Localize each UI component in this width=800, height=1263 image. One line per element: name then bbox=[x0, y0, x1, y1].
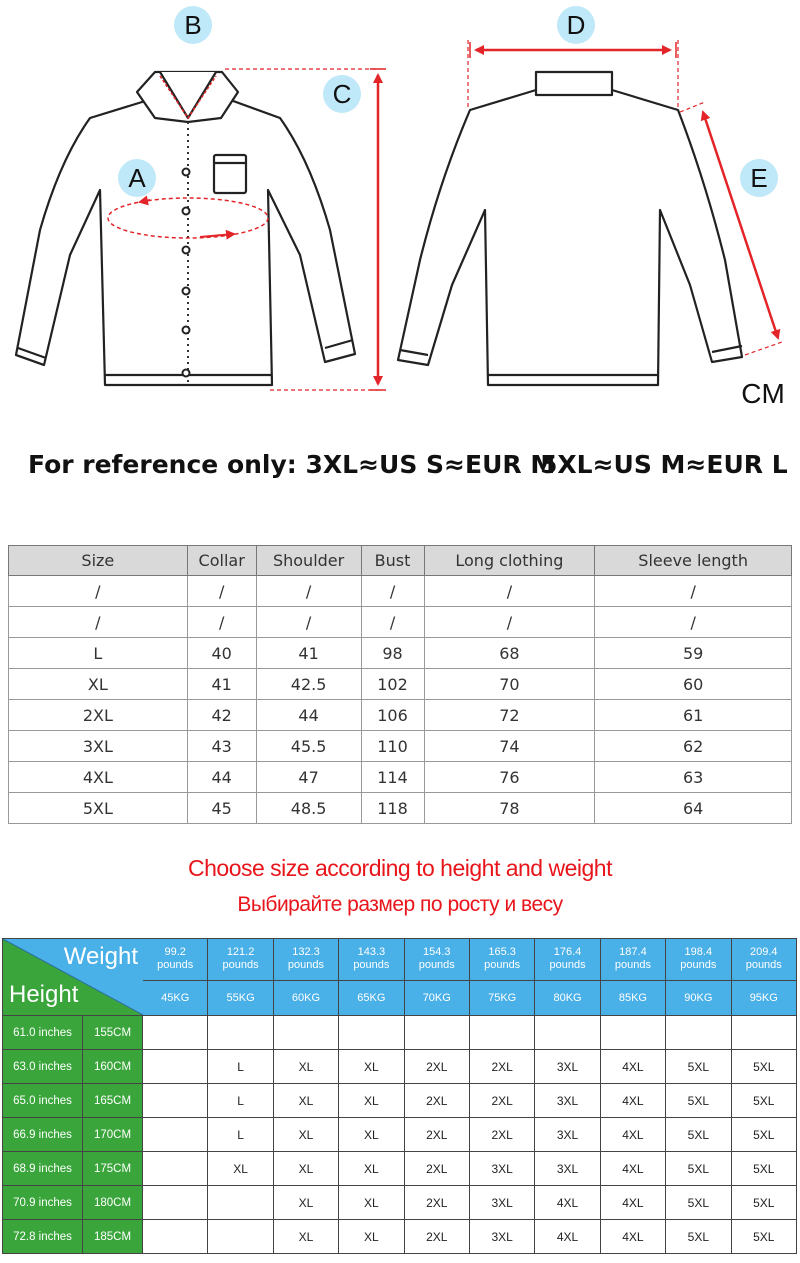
choose-size-title-ru: Выбирайте размер по росту и весу bbox=[237, 893, 563, 916]
recommended-size-cell bbox=[208, 1220, 273, 1254]
label-c-badge bbox=[323, 75, 361, 113]
weight-kg-cell: 55KG bbox=[208, 980, 273, 1015]
recommended-size-cell: 2XL bbox=[404, 1118, 469, 1152]
size-chart-row bbox=[9, 576, 792, 607]
recommended-size-cell: L bbox=[208, 1084, 273, 1118]
height-row bbox=[3, 1050, 797, 1084]
recommended-size-cell: 4XL bbox=[600, 1186, 665, 1220]
weight-pounds-value: 187.4 bbox=[619, 946, 647, 959]
pounds-unit: pounds bbox=[549, 959, 586, 972]
size-chart-cell: 62 bbox=[595, 731, 792, 762]
recommended-size-cell: XL bbox=[339, 1084, 404, 1118]
size-chart-cell: / bbox=[9, 576, 188, 607]
label-a-badge bbox=[118, 159, 156, 197]
recommended-size-cell: 3XL bbox=[535, 1152, 600, 1186]
recommended-size-cell: 5XL bbox=[731, 1050, 796, 1084]
recommended-size-cell: 2XL bbox=[404, 1084, 469, 1118]
recommended-size-cell bbox=[469, 1016, 534, 1050]
size-chart-row bbox=[9, 669, 792, 700]
recommended-size-cell: L bbox=[208, 1050, 273, 1084]
size-chart-row bbox=[9, 607, 792, 638]
recommended-size-cell bbox=[535, 1016, 600, 1050]
weight-label: Weight bbox=[63, 943, 138, 970]
height-cm-cell: 175CM bbox=[83, 1152, 143, 1186]
size-chart-cell: 48.5 bbox=[256, 793, 361, 824]
size-chart-row bbox=[9, 731, 792, 762]
pounds-unit: pounds bbox=[745, 959, 782, 972]
size-chart-header-cell: Size bbox=[9, 546, 188, 576]
size-chart-table bbox=[8, 545, 792, 824]
height-cm-cell: 170CM bbox=[83, 1118, 143, 1152]
recommended-size-cell bbox=[143, 1152, 208, 1186]
weight-kg-cell: 95KG bbox=[731, 980, 796, 1015]
size-chart-cell: / bbox=[187, 576, 256, 607]
pounds-unit: pounds bbox=[614, 959, 651, 972]
size-chart-cell: L bbox=[9, 638, 188, 669]
recommended-size-cell: 2XL bbox=[469, 1084, 534, 1118]
height-row bbox=[3, 1084, 797, 1118]
recommended-size-cell: XL bbox=[273, 1220, 338, 1254]
pounds-unit: pounds bbox=[222, 959, 259, 972]
choose-size-title: Choose size according to height and weight bbox=[188, 855, 612, 881]
size-chart-cell: 78 bbox=[424, 793, 595, 824]
weight-pounds-value: 143.3 bbox=[357, 946, 386, 959]
recommended-size-cell: 4XL bbox=[535, 1220, 600, 1254]
weight-height-corner bbox=[3, 939, 143, 1016]
unit-label: CM bbox=[741, 378, 785, 409]
weight-pounds-value: 132.3 bbox=[292, 946, 320, 959]
recommended-size-cell: 2XL bbox=[404, 1152, 469, 1186]
height-row bbox=[3, 1220, 797, 1254]
size-chart-cell: XL bbox=[9, 669, 188, 700]
recommended-size-cell: 2XL bbox=[404, 1186, 469, 1220]
height-inches-cell: 65.0 inches bbox=[3, 1084, 83, 1118]
size-chart-row bbox=[9, 793, 792, 824]
recommended-size-cell bbox=[666, 1016, 731, 1050]
recommended-size-cell: 5XL bbox=[666, 1084, 731, 1118]
svg-text:A: A bbox=[128, 163, 146, 193]
size-chart-header-cell: Sleeve length bbox=[595, 546, 792, 576]
weight-pounds-value: 198.4 bbox=[684, 946, 713, 959]
recommended-size-cell bbox=[143, 1220, 208, 1254]
size-chart-header-cell: Long clothing bbox=[424, 546, 595, 576]
svg-text:E: E bbox=[750, 163, 768, 193]
recommended-size-cell: 4XL bbox=[600, 1118, 665, 1152]
weight-pounds-value: 209.4 bbox=[749, 946, 778, 959]
height-inches-cell: 66.9 inches bbox=[3, 1118, 83, 1152]
size-chart-cell: 42 bbox=[187, 700, 256, 731]
height-cm-cell: 185CM bbox=[83, 1220, 143, 1254]
recommended-size-cell: 3XL bbox=[469, 1220, 534, 1254]
recommended-size-cell: 3XL bbox=[469, 1186, 534, 1220]
weight-pounds-value: 99.2 bbox=[164, 946, 186, 959]
size-chart-header-row bbox=[9, 546, 792, 576]
weight-kg-cell: 85KG bbox=[600, 980, 665, 1015]
recommended-size-cell: XL bbox=[273, 1152, 338, 1186]
height-weight-grid bbox=[2, 938, 797, 1254]
reference-part-2: 5XL≈US M≈EUR L bbox=[540, 450, 788, 479]
recommended-size-cell: 3XL bbox=[469, 1152, 534, 1186]
recommended-size-cell bbox=[208, 1016, 273, 1050]
weight-pounds-cell bbox=[143, 939, 208, 981]
recommended-size-cell: 3XL bbox=[535, 1050, 600, 1084]
height-inches-cell: 70.9 inches bbox=[3, 1186, 83, 1220]
weight-pounds-value: 121.2 bbox=[226, 946, 255, 959]
size-chart-cell: / bbox=[595, 576, 792, 607]
recommended-size-cell: 4XL bbox=[535, 1186, 600, 1220]
size-chart-row bbox=[9, 762, 792, 793]
label-b-badge bbox=[174, 6, 212, 44]
recommended-size-cell: 5XL bbox=[666, 1220, 731, 1254]
recommended-size-cell: 4XL bbox=[600, 1152, 665, 1186]
height-label: Height bbox=[9, 981, 79, 1008]
size-chart-cell: 118 bbox=[361, 793, 424, 824]
size-chart-cell: / bbox=[424, 576, 595, 607]
recommended-size-cell bbox=[143, 1084, 208, 1118]
recommended-size-cell: 3XL bbox=[535, 1084, 600, 1118]
weight-kg-cell: 65KG bbox=[339, 980, 404, 1015]
size-chart-cell: 59 bbox=[595, 638, 792, 669]
weight-kg-cell: 70KG bbox=[404, 980, 469, 1015]
label-d-badge bbox=[557, 6, 595, 44]
size-chart-cell: / bbox=[595, 607, 792, 638]
height-row bbox=[3, 1118, 797, 1152]
size-chart-cell: 110 bbox=[361, 731, 424, 762]
size-chart-cell: 42.5 bbox=[256, 669, 361, 700]
size-chart-header-cell: Shoulder bbox=[256, 546, 361, 576]
pounds-unit: pounds bbox=[287, 959, 325, 972]
pounds-unit: pounds bbox=[484, 959, 521, 972]
recommended-size-cell bbox=[339, 1016, 404, 1050]
size-chart-cell: / bbox=[256, 607, 361, 638]
pounds-unit: pounds bbox=[680, 959, 717, 972]
recommended-size-cell: 2XL bbox=[404, 1220, 469, 1254]
size-chart-cell: 60 bbox=[595, 669, 792, 700]
weight-pounds-cell bbox=[535, 939, 600, 981]
recommended-size-cell: XL bbox=[339, 1118, 404, 1152]
size-chart-cell: 41 bbox=[187, 669, 256, 700]
height-row bbox=[3, 1186, 797, 1220]
size-chart-cell: 98 bbox=[361, 638, 424, 669]
recommended-size-cell: XL bbox=[208, 1152, 273, 1186]
size-chart-cell: 68 bbox=[424, 638, 595, 669]
size-chart-cell: 44 bbox=[187, 762, 256, 793]
height-cm-cell: 155CM bbox=[83, 1016, 143, 1050]
size-chart-cell: 40 bbox=[187, 638, 256, 669]
pounds-unit: pounds bbox=[157, 959, 194, 972]
size-chart-cell: 70 bbox=[424, 669, 595, 700]
recommended-size-cell: XL bbox=[273, 1084, 338, 1118]
svg-text:B: B bbox=[184, 10, 202, 40]
pounds-unit: pounds bbox=[353, 959, 390, 972]
recommended-size-cell bbox=[143, 1016, 208, 1050]
height-cm-cell: 180CM bbox=[83, 1186, 143, 1220]
svg-text:C: C bbox=[332, 79, 352, 109]
recommended-size-cell: 2XL bbox=[469, 1050, 534, 1084]
height-row bbox=[3, 1016, 797, 1050]
size-chart-cell: / bbox=[361, 576, 424, 607]
size-chart-cell: / bbox=[187, 607, 256, 638]
recommended-size-cell: 4XL bbox=[600, 1084, 665, 1118]
recommended-size-cell bbox=[143, 1050, 208, 1084]
recommended-size-cell: 5XL bbox=[731, 1186, 796, 1220]
recommended-size-cell: 5XL bbox=[731, 1084, 796, 1118]
svg-text:D: D bbox=[566, 10, 586, 40]
recommended-size-cell bbox=[143, 1118, 208, 1152]
size-chart-cell: / bbox=[9, 607, 188, 638]
recommended-size-cell: XL bbox=[339, 1050, 404, 1084]
size-chart-cell: 45 bbox=[187, 793, 256, 824]
recommended-size-cell: 4XL bbox=[600, 1220, 665, 1254]
height-inches-cell: 63.0 inches bbox=[3, 1050, 83, 1084]
recommended-size-cell: L bbox=[208, 1118, 273, 1152]
height-cm-cell: 165CM bbox=[83, 1084, 143, 1118]
recommended-size-cell bbox=[208, 1186, 273, 1220]
weight-pounds-cell bbox=[731, 939, 796, 981]
recommended-size-cell: 5XL bbox=[731, 1118, 796, 1152]
weight-kg-cell: 45KG bbox=[143, 980, 208, 1015]
recommended-size-cell: 2XL bbox=[469, 1118, 534, 1152]
front-shirt-outline bbox=[16, 72, 355, 385]
recommended-size-cell: 4XL bbox=[600, 1050, 665, 1084]
height-row bbox=[3, 1152, 797, 1186]
weight-kg-cell: 80KG bbox=[535, 980, 600, 1015]
weight-kg-cell: 75KG bbox=[469, 980, 534, 1015]
size-chart-cell: 5XL bbox=[9, 793, 188, 824]
recommended-size-cell bbox=[404, 1016, 469, 1050]
size-chart-cell: 47 bbox=[256, 762, 361, 793]
weight-pounds-value: 154.3 bbox=[422, 946, 451, 959]
size-chart-cell: 114 bbox=[361, 762, 424, 793]
size-chart-cell: 2XL bbox=[9, 700, 188, 731]
size-reference bbox=[0, 450, 800, 490]
size-chart-cell: 63 bbox=[595, 762, 792, 793]
size-chart-header-cell: Collar bbox=[187, 546, 256, 576]
recommended-size-cell bbox=[143, 1186, 208, 1220]
back-shirt-outline bbox=[398, 72, 742, 385]
weight-pounds-cell bbox=[404, 939, 469, 981]
weight-kg-cell: 90KG bbox=[666, 980, 731, 1015]
weight-pounds-value: 176.4 bbox=[553, 946, 582, 959]
recommended-size-cell: 5XL bbox=[666, 1118, 731, 1152]
size-chart-cell: 74 bbox=[424, 731, 595, 762]
recommended-size-cell: 2XL bbox=[404, 1050, 469, 1084]
recommended-size-cell: XL bbox=[339, 1220, 404, 1254]
size-chart-row bbox=[9, 638, 792, 669]
recommended-size-cell bbox=[273, 1016, 338, 1050]
size-chart-cell: / bbox=[361, 607, 424, 638]
recommended-size-cell bbox=[600, 1016, 665, 1050]
weight-pounds-cell bbox=[666, 939, 731, 981]
recommended-size-cell: 5XL bbox=[731, 1220, 796, 1254]
recommended-size-cell: XL bbox=[273, 1118, 338, 1152]
recommended-size-cell bbox=[731, 1016, 796, 1050]
size-chart-cell: 72 bbox=[424, 700, 595, 731]
recommended-size-cell: XL bbox=[273, 1186, 338, 1220]
label-e-badge bbox=[740, 159, 778, 197]
recommended-size-cell: XL bbox=[339, 1186, 404, 1220]
height-inches-cell: 68.9 inches bbox=[3, 1152, 83, 1186]
size-chart-cell: / bbox=[256, 576, 361, 607]
size-chart-cell: 41 bbox=[256, 638, 361, 669]
recommended-size-cell: 5XL bbox=[666, 1050, 731, 1084]
weight-pounds-cell bbox=[600, 939, 665, 981]
weight-kg-cell: 60KG bbox=[273, 980, 338, 1015]
height-inches-cell: 61.0 inches bbox=[3, 1016, 83, 1050]
size-chart-row bbox=[9, 700, 792, 731]
weight-pounds-cell bbox=[469, 939, 534, 981]
weight-pounds-cell bbox=[339, 939, 404, 981]
recommended-size-cell: 3XL bbox=[535, 1118, 600, 1152]
pounds-unit: pounds bbox=[418, 959, 455, 972]
reference-part-1: For reference only: 3XL≈US S≈EUR M bbox=[28, 450, 556, 479]
recommended-size-cell: 5XL bbox=[666, 1152, 731, 1186]
size-chart-cell: 43 bbox=[187, 731, 256, 762]
size-chart-cell: 64 bbox=[595, 793, 792, 824]
size-chart-cell: 106 bbox=[361, 700, 424, 731]
size-chart-header-cell: Bust bbox=[361, 546, 424, 576]
size-chart-cell: 102 bbox=[361, 669, 424, 700]
size-chart-cell: 44 bbox=[256, 700, 361, 731]
recommended-size-cell: 5XL bbox=[731, 1152, 796, 1186]
weight-pounds-cell bbox=[273, 939, 338, 981]
recommended-size-cell: XL bbox=[339, 1152, 404, 1186]
size-chart-cell: 61 bbox=[595, 700, 792, 731]
height-inches-cell: 72.8 inches bbox=[3, 1220, 83, 1254]
size-chart-cell: 76 bbox=[424, 762, 595, 793]
shirt-measurement-diagram bbox=[0, 0, 800, 420]
recommended-size-cell: XL bbox=[273, 1050, 338, 1084]
size-chart-cell: 3XL bbox=[9, 731, 188, 762]
weight-pounds-cell bbox=[208, 939, 273, 981]
size-chart-cell: / bbox=[424, 607, 595, 638]
size-chart-cell: 45.5 bbox=[256, 731, 361, 762]
weight-pounds-value: 165.3 bbox=[488, 946, 516, 959]
size-chart-cell: 4XL bbox=[9, 762, 188, 793]
height-cm-cell: 160CM bbox=[83, 1050, 143, 1084]
recommended-size-cell: 5XL bbox=[666, 1186, 731, 1220]
